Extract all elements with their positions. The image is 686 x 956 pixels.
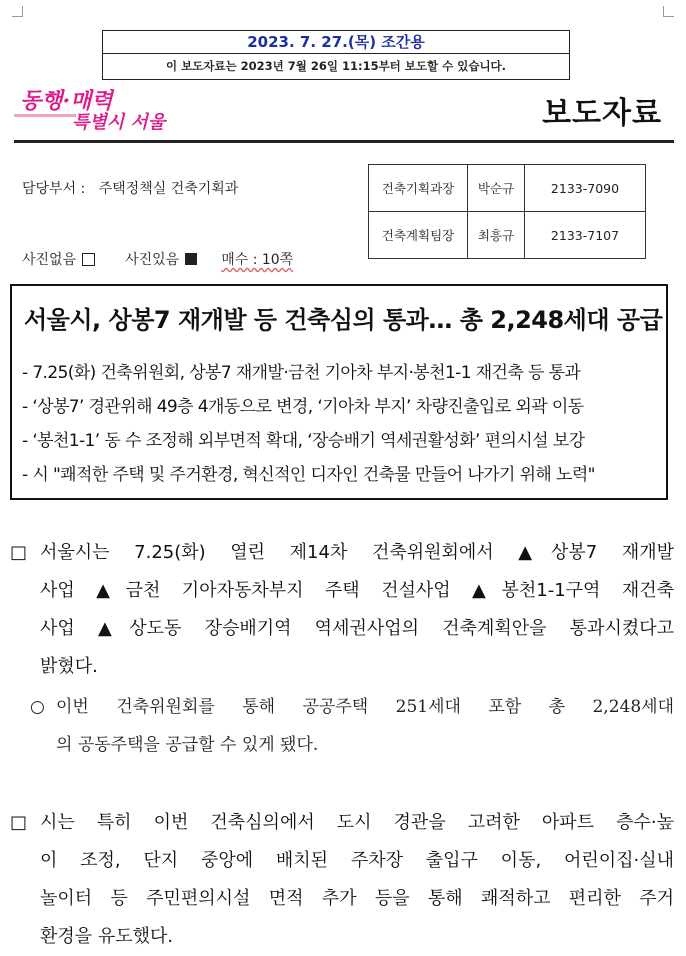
subheadline: - 시 "쾌적한 주택 및 주거환경, 혁신적인 디자인 건축물 만들어 나가기 위해 노력" bbox=[22, 465, 595, 485]
square-bullet-icon: □ bbox=[10, 812, 28, 833]
contact-role: 건축계획팀장 bbox=[369, 212, 468, 259]
embargo-box bbox=[102, 30, 570, 80]
page-count: 매수 : 10쪽 bbox=[221, 252, 294, 268]
contact-row bbox=[369, 212, 646, 259]
contact-name: 최흥규 bbox=[468, 212, 525, 259]
body-paragraph-2 bbox=[10, 804, 674, 956]
header-rule bbox=[14, 140, 674, 143]
doc-type-title: 보도자료 bbox=[542, 96, 662, 131]
contact-row bbox=[369, 165, 646, 212]
circle-bullet-icon: ○ bbox=[30, 697, 45, 717]
contact-name: 박순규 bbox=[468, 165, 525, 212]
paragraph-line: 놀이터 등 주민편의시설 면적 추가 등을 통해 쾌적하고 편리한 주거 bbox=[40, 888, 674, 909]
paragraph-line: 밝혔다. bbox=[40, 656, 98, 677]
subheadline: - ‘상봉7’ 경관위해 49층 4개동으로 변경, ‘기아차 부지’ 차량진출입로 외곽 이동 bbox=[22, 397, 584, 417]
embargo-note: 이 보도자료는 2023년 7월 26일 11:15부터 보도할 수 있습니다. bbox=[165, 59, 507, 73]
contact-role: 건축기획과장 bbox=[369, 165, 468, 212]
seoul-logo bbox=[14, 84, 166, 140]
photo-none-checkbox bbox=[82, 253, 95, 266]
paragraph-line: 환경을 유도했다. bbox=[40, 926, 174, 947]
photo-none-label: 사진없음 bbox=[22, 252, 77, 268]
page-corner-mark-left bbox=[12, 6, 23, 17]
logo-line2: 특별시 서울 bbox=[72, 112, 166, 133]
paragraph-line: 사업 ▲상도동 장승배기역 역세권사업의 건축계획안을 통과시켰다고 bbox=[40, 618, 674, 639]
headline-box bbox=[10, 284, 668, 500]
subheadline: - ‘봉천1-1’ 동 수 조정해 외부면적 확대, ‘장승배기 역세권활성화’ 편의시설 보강 bbox=[22, 431, 585, 451]
body-subparagraph bbox=[30, 688, 674, 764]
department-line bbox=[22, 178, 238, 198]
contact-table bbox=[368, 164, 646, 259]
paragraph-line: 의 공동주택을 공급할 수 있게 됐다. bbox=[56, 735, 319, 755]
department-label: 담당부서 : bbox=[22, 181, 86, 197]
photo-info bbox=[22, 249, 293, 269]
photo-yes-label: 사진있음 bbox=[125, 252, 180, 268]
paragraph-line: 서울시는 7.25(화) 열린 제14차 건축위원회에서 ▲상봉7 재개발 bbox=[40, 542, 674, 563]
headline: 서울시, 상봉7 재개발 등 건축심의 통과… 총 2,248세대 공급 bbox=[24, 306, 663, 334]
subheadline: - 7.25(화) 건축위원회, 상봉7 재개발·금천 기아차 부지·봉천1-1 재건축 등 통과 bbox=[22, 363, 581, 383]
department-value: 주택정책실 건축기획과 bbox=[98, 181, 239, 197]
embargo-date: 2023. 7. 27.(목) 조간용 bbox=[103, 31, 569, 54]
paragraph-line: 사업 ▲금천 기아자동차부지 주택 건설사업 ▲봉천1-1구역 재건축 bbox=[40, 580, 674, 601]
paragraph-line: 이번 건축위원회를 통해 공공주택 251세대 포함 총 2,248세대 bbox=[56, 697, 674, 717]
body-paragraph-1 bbox=[10, 534, 674, 686]
paragraph-line: 시는 특히 이번 건축심의에서 도시 경관을 고려한 아파트 층수·높 bbox=[40, 812, 674, 833]
paragraph-line: 이 조정, 단지 중앙에 배치된 주차장 출입구 이동, 어린이집·실내 bbox=[40, 850, 674, 871]
page-corner-mark-right bbox=[663, 6, 674, 17]
contact-phone: 2133-7107 bbox=[525, 212, 646, 259]
logo-line1: 동행·매력 bbox=[20, 88, 113, 114]
contact-phone: 2133-7090 bbox=[525, 165, 646, 212]
square-bullet-icon: □ bbox=[10, 542, 28, 563]
photo-yes-checkbox bbox=[185, 253, 197, 265]
